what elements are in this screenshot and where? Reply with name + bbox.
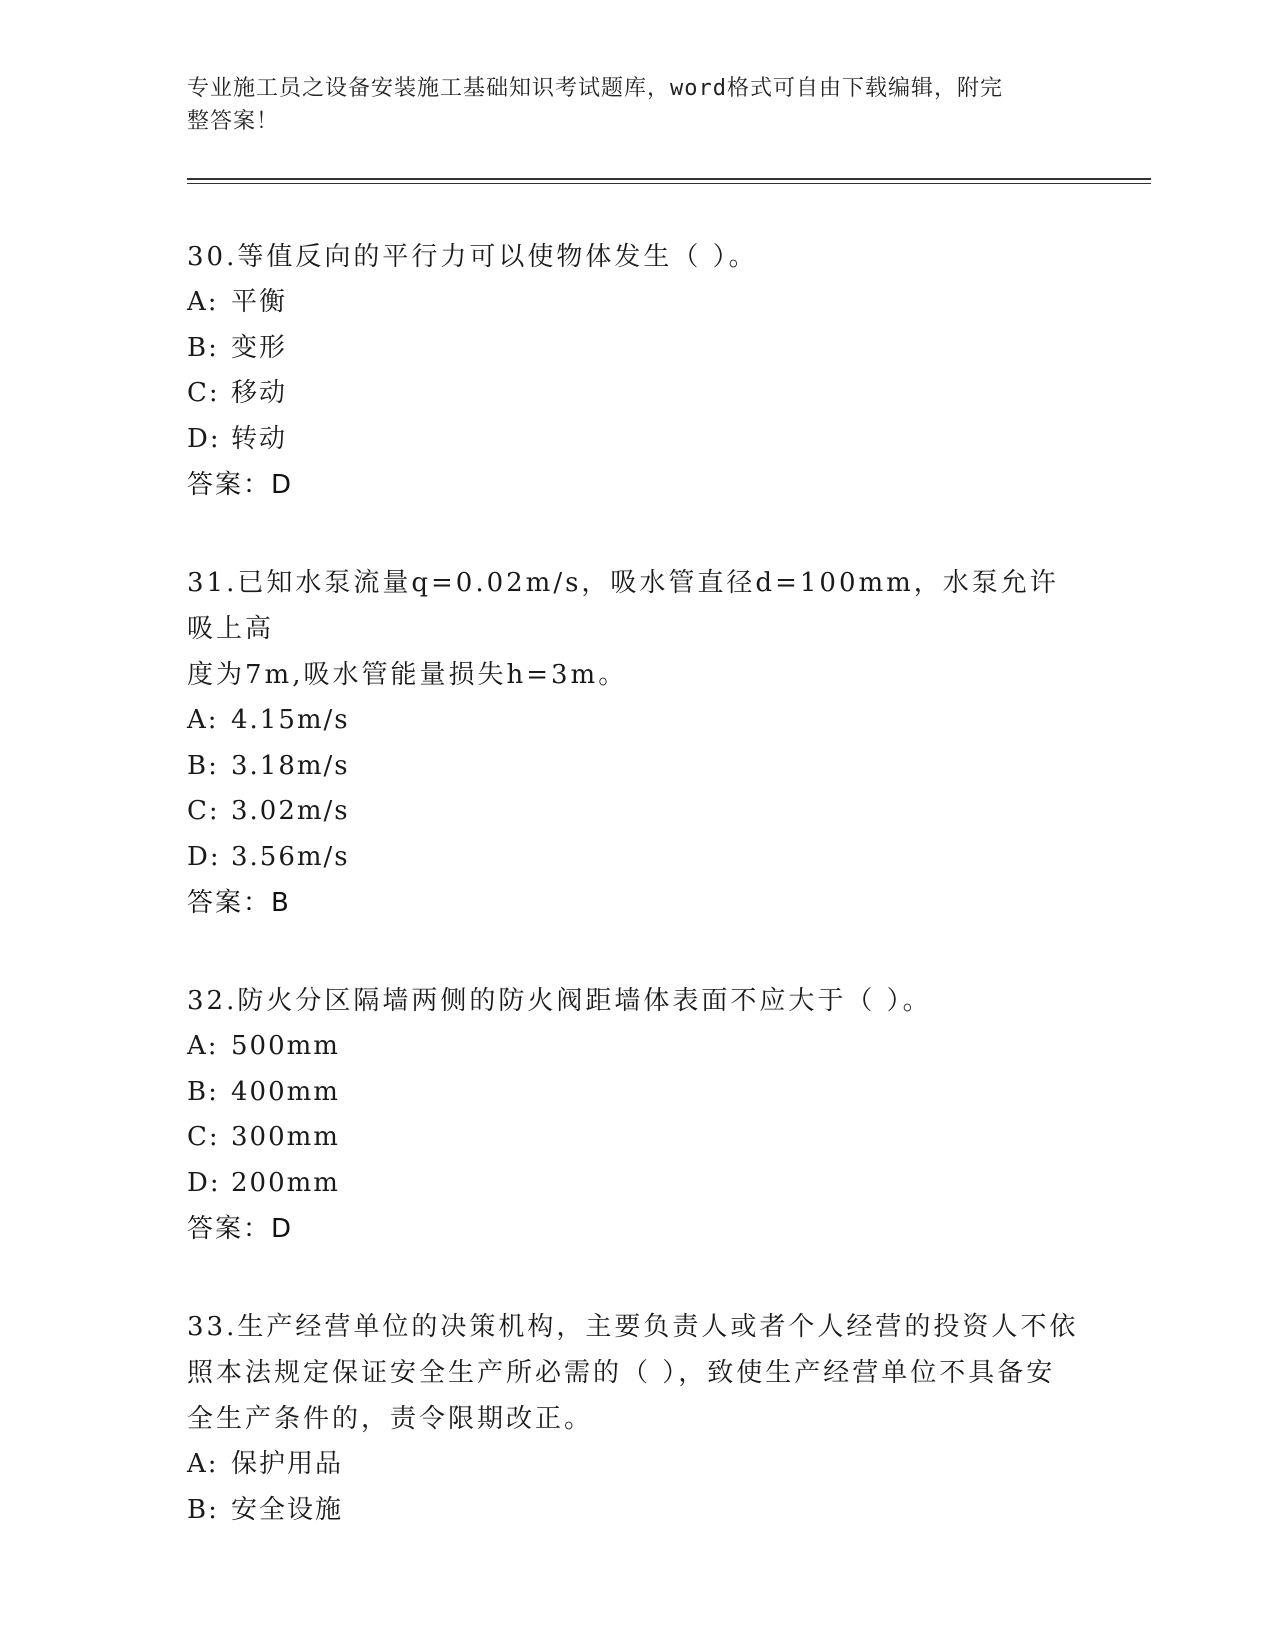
option-value: 转动: [231, 423, 288, 454]
option-d: [187, 417, 1087, 463]
option-key: D:: [187, 1167, 221, 1198]
question-text-cont: 度为7m,吸水管能量损失h=3m。: [187, 660, 628, 690]
option-key: B:: [187, 1494, 219, 1525]
option-c: [187, 789, 1087, 835]
option-a: [187, 698, 1087, 744]
option-key: A:: [187, 705, 219, 735]
option-key: B:: [187, 1076, 219, 1107]
option-value: 3.56m/s: [231, 841, 350, 872]
header-line-1: 专业施工员之设备安装施工基础知识考试题库，word格式可自由下载编辑，附完: [187, 76, 1003, 101]
option-value: 300mm: [231, 1122, 340, 1152]
answer-line: 答案：D: [187, 1214, 294, 1244]
option-b: [187, 744, 1087, 790]
header-divider-thin: [187, 183, 1151, 184]
option-key: A:: [187, 287, 219, 317]
option-value: 平衡: [231, 287, 288, 317]
question-text: 32.防火分区隔墙两侧的防火阀距墙体表面不应大于（ ）。: [187, 986, 932, 1016]
option-a: [187, 1442, 1087, 1488]
question-text: 33.生产经营单位的决策机构，主要负责人或者个人经营的投资人不依: [187, 1312, 1079, 1342]
option-value: 200mm: [231, 1167, 340, 1198]
option-value: 4.15m/s: [231, 705, 350, 735]
question-text: 30.等值反向的平行力可以使物体发生（ ）。: [187, 242, 758, 272]
answer-line: 答案：D: [187, 470, 294, 500]
option-value: 3.02m/s: [231, 796, 350, 826]
option-value: 变形: [231, 332, 288, 363]
option-value: 500mm: [231, 1031, 340, 1061]
answer-line: 答案：B: [187, 888, 291, 918]
option-value: 安全设施: [231, 1494, 344, 1525]
question-text-cont: 照本法规定保证安全生产所必需的（ ），致使生产经营单位不具备安: [187, 1358, 1056, 1388]
header-line-2: 整答案！: [187, 109, 280, 134]
question-32: [187, 978, 1087, 1252]
question-31: [187, 560, 1087, 926]
option-a: [187, 280, 1087, 326]
option-key: A:: [187, 1031, 219, 1061]
option-key: D:: [187, 423, 221, 454]
option-b: [187, 1070, 1087, 1116]
option-value: 移动: [231, 378, 288, 408]
option-b: [187, 1488, 1087, 1534]
option-c: [187, 371, 1087, 417]
option-value: 400mm: [231, 1076, 340, 1107]
header-divider-thick: [187, 178, 1151, 180]
option-key: C:: [187, 1122, 220, 1152]
option-c: [187, 1115, 1087, 1161]
question-text-cont: 全生产条件的，责令限期改正。: [187, 1404, 594, 1434]
question-text: 31.已知水泵流量q=0.02m/s，吸水管直径d=100mm，水泵允许吸上高: [187, 568, 1059, 644]
option-key: D:: [187, 841, 221, 872]
document-header: [187, 72, 1067, 138]
option-key: C:: [187, 796, 220, 826]
option-d: [187, 835, 1087, 881]
option-b: [187, 326, 1087, 372]
option-value: 3.18m/s: [231, 750, 350, 781]
question-33: [187, 1304, 1087, 1533]
option-d: [187, 1161, 1087, 1207]
option-a: [187, 1024, 1087, 1070]
question-list: [187, 234, 1087, 1585]
option-key: C:: [187, 378, 220, 408]
question-30: [187, 234, 1087, 508]
option-key: A:: [187, 1449, 219, 1479]
option-value: 保护用品: [231, 1449, 344, 1479]
option-key: B:: [187, 750, 219, 781]
option-key: B:: [187, 332, 219, 363]
